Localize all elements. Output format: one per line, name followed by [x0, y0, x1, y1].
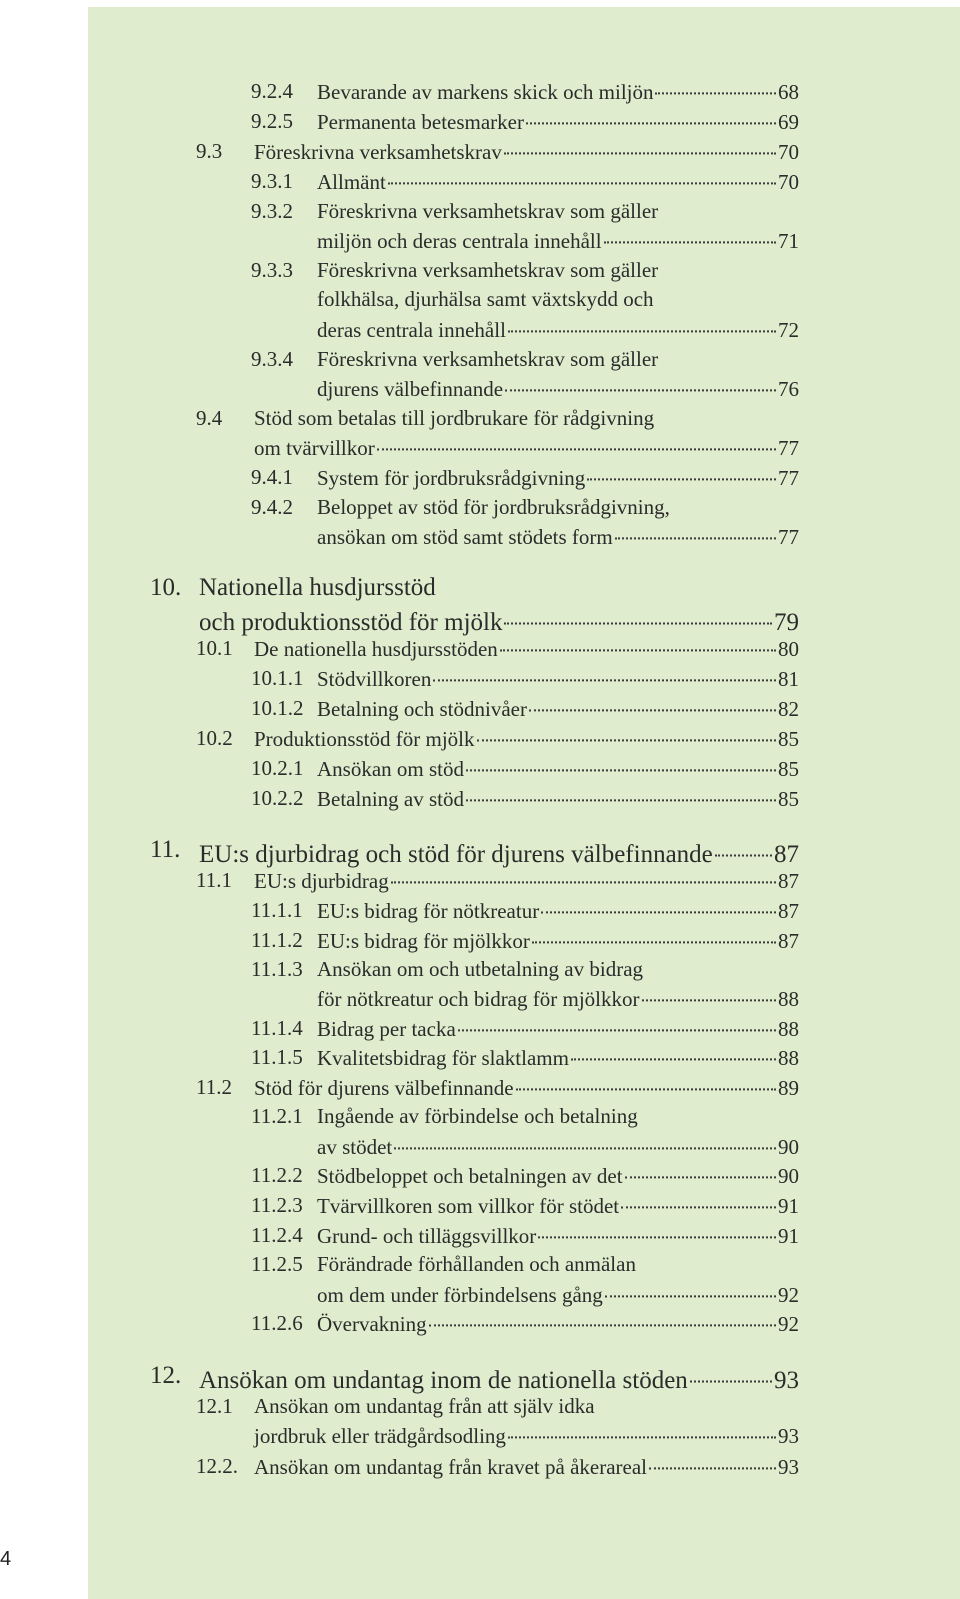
toc-entry-title: av stödet	[317, 1135, 393, 1159]
toc-entry-number: 9.4.2	[251, 495, 293, 519]
toc-entry-number: 11.1.2	[251, 928, 303, 952]
toc-entry-page: 70	[778, 170, 799, 194]
toc-entry[interactable]	[150, 1361, 799, 1394]
toc-entry-page: 76	[778, 377, 799, 401]
toc-entry-title: Föreskrivna verksamhetskrav	[254, 140, 502, 164]
toc-entry-number: 9.3.4	[251, 347, 293, 371]
toc-entry-number: 10.1.1	[251, 666, 304, 690]
toc-entry-page: 88	[778, 987, 799, 1011]
toc-entry-number: 9.3.3	[251, 258, 293, 282]
toc-entry-title: Ansökan om undantag från kravet på åkerareal	[254, 1455, 647, 1479]
toc-entry-title: jordbruk eller trädgårdsodling	[254, 1424, 506, 1448]
toc-entry-title: ansökan om stöd samt stödets form	[317, 525, 613, 549]
toc-entry-number: 9.3.2	[251, 199, 293, 223]
toc-entry-number: 12.	[150, 1362, 182, 1389]
toc-entry-number: 11.	[150, 836, 181, 863]
dot-leader	[377, 427, 776, 450]
toc-entry-title: Allmänt	[317, 170, 386, 194]
toc-entry[interactable]	[251, 783, 799, 813]
toc-entry-title: Kvalitetsbidrag för slaktlamm	[317, 1046, 569, 1070]
toc-entry[interactable]	[317, 225, 799, 255]
toc-entry-number: 11.2.1	[251, 1104, 303, 1128]
toc-entry[interactable]	[317, 521, 799, 551]
toc-entry-page: 87	[778, 929, 799, 953]
dot-leader	[604, 220, 776, 243]
toc-entry-title: Föreskrivna verksamhetskrav som gäller	[317, 347, 659, 371]
toc-entry-page: 77	[778, 525, 799, 549]
toc-entry-title: EU:s djurbidrag och stöd för djurens välbefinnande	[199, 841, 713, 868]
dot-leader	[504, 598, 772, 625]
toc-entry-title: System för jordbruksrådgivning	[317, 466, 586, 490]
toc-entry[interactable]	[251, 462, 799, 492]
toc-entry-title: Grund- och tilläggsvillkor	[317, 1224, 537, 1248]
toc-entry-title: Beloppet av stöd för jordbruksrådgivning,	[317, 495, 670, 519]
dot-leader	[690, 1356, 772, 1383]
toc-entry-number: 11.1.1	[251, 898, 303, 922]
toc-entry[interactable]	[196, 1451, 799, 1481]
toc-entry-page: 89	[778, 1076, 799, 1100]
toc-entry-page: 79	[774, 609, 799, 636]
toc-entry-page: 77	[778, 466, 799, 490]
dot-leader	[642, 978, 777, 1001]
toc-entry-page: 81	[778, 667, 799, 691]
dot-leader	[504, 131, 776, 154]
toc-entry-number: 10.	[150, 574, 182, 601]
toc-entry-title: om tvärvillkor	[254, 436, 375, 460]
toc-entry-title: EU:s bidrag för nötkreatur	[317, 899, 540, 923]
toc-entry-title: och produktionsstöd för mjölk	[199, 609, 503, 636]
dot-leader	[715, 830, 772, 857]
dot-leader	[500, 628, 776, 651]
toc-entry-page: 72	[778, 318, 799, 342]
dot-leader	[541, 890, 776, 913]
toc-entry-number: 11.1.3	[251, 957, 303, 981]
toc-entry-number: 11.2.2	[251, 1163, 303, 1187]
toc-entry-title: djurens välbefinnande	[317, 377, 504, 401]
toc-entry-title: deras centrala innehåll	[317, 318, 506, 342]
toc-entry-title: Ansökan om undantag inom de nationella stöden	[199, 1367, 688, 1394]
dot-leader	[429, 1303, 776, 1326]
dot-leader	[388, 161, 776, 184]
toc-entry-page: 87	[778, 899, 799, 923]
toc-entry-number: 11.1.4	[251, 1016, 303, 1040]
toc-entry-title: Produktionsstöd för mjölk	[254, 727, 475, 751]
toc-entry-title: miljön och deras centrala innehåll	[317, 229, 602, 253]
toc-entry-title: om dem under förbindelsens gång	[317, 1283, 603, 1307]
dot-leader	[526, 101, 776, 124]
toc-entry-title: Bidrag per tacka	[317, 1017, 456, 1041]
toc-entry-page: 87	[774, 841, 799, 868]
toc-entry-page: 88	[778, 1046, 799, 1070]
toc-entry-title: Betalning och stödnivåer	[317, 697, 527, 721]
toc-entry[interactable]	[251, 1308, 799, 1338]
toc-entry-page: 93	[774, 1367, 799, 1394]
dot-leader	[391, 860, 776, 883]
toc-entry-title: Föreskrivna verksamhetskrav som gäller	[317, 258, 659, 282]
toc-entry-title: Ansökan om och utbetalning av bidrag	[317, 957, 644, 981]
toc-entry-number: 10.1.2	[251, 696, 304, 720]
dot-leader	[655, 71, 776, 94]
toc-entry-page: 91	[778, 1194, 799, 1218]
dot-leader	[605, 1274, 776, 1297]
dot-leader	[394, 1126, 776, 1149]
dot-leader	[505, 368, 776, 391]
toc-entry-title: Övervakning	[317, 1312, 427, 1336]
dot-leader	[587, 457, 776, 480]
toc-entry-number: 10.1	[196, 636, 233, 660]
toc-entry-title: Betalning av stöd	[317, 787, 464, 811]
dot-leader	[477, 718, 776, 741]
toc-entry-number: 12.2.	[196, 1454, 238, 1478]
toc-entry-page: 92	[778, 1283, 799, 1307]
toc-entry-page: 68	[778, 80, 799, 104]
dot-leader	[516, 1067, 776, 1090]
toc-entry[interactable]	[251, 166, 799, 196]
toc-entry-title: Ingående av förbindelse och betalning	[317, 1104, 638, 1128]
toc-entry-title: Stöd som betalas till jordbrukare för rådgivning	[254, 406, 655, 430]
toc-entry-title: Permanenta betesmarker	[317, 110, 524, 134]
toc-entry-page: 88	[778, 1017, 799, 1041]
toc-entry-page: 90	[778, 1135, 799, 1159]
toc-entry-page: 69	[778, 110, 799, 134]
dot-leader	[433, 658, 776, 681]
toc-entry[interactable]	[196, 1072, 799, 1102]
toc-entry-number: 10.2	[196, 726, 233, 750]
toc-entry-page: 93	[778, 1455, 799, 1479]
toc-entry-number: 11.2.4	[251, 1223, 303, 1247]
toc-entry-number: 9.4	[196, 406, 223, 430]
toc-entry-number: 9.4.1	[251, 465, 293, 489]
dot-leader	[466, 748, 776, 771]
toc-entry[interactable]	[251, 1220, 799, 1250]
dot-leader	[649, 1446, 776, 1469]
dot-leader	[538, 1215, 776, 1238]
toc-entry-number: 11.2	[196, 1075, 232, 1099]
toc-entry-title: Tvärvillkoren som villkor för stödet	[317, 1194, 620, 1218]
toc-entry-page: 82	[778, 697, 799, 721]
toc-entry-title: Nationella husdjursstöd	[199, 574, 436, 601]
toc-entry-title: Förändrade förhållanden och anmälan	[317, 1252, 636, 1276]
toc-entry-page: 91	[778, 1224, 799, 1248]
toc-entry[interactable]	[317, 373, 799, 403]
toc-entry-page: 80	[778, 637, 799, 661]
dot-leader	[529, 688, 776, 711]
dot-leader	[508, 1415, 776, 1438]
toc-entry-title: Stödbeloppet och betalningen av det	[317, 1164, 623, 1188]
toc-entry-page: 70	[778, 140, 799, 164]
toc-entry-number: 10.2.2	[251, 786, 304, 810]
toc-entry-page: 93	[778, 1424, 799, 1448]
toc-entry-page: 85	[778, 757, 799, 781]
toc-entry-title: Stöd för djurens välbefinnande	[254, 1076, 514, 1100]
page-number: 4	[0, 1548, 12, 1570]
toc-entry-page: 90	[778, 1164, 799, 1188]
toc-entry-number: 11.2.6	[251, 1311, 303, 1335]
dot-leader	[508, 309, 776, 332]
toc-entry[interactable]	[251, 255, 799, 285]
toc-entry-title: för nötkreatur och bidrag för mjölkkor	[317, 987, 640, 1011]
dot-leader	[458, 1008, 776, 1031]
toc-entry-number: 12.1	[196, 1394, 233, 1418]
toc-entry-title: Stödvillkoren	[317, 667, 432, 691]
toc-entry-number: 11.1.5	[251, 1045, 303, 1069]
toc-entry[interactable]	[251, 925, 799, 955]
toc-entry-number: 9.2.4	[251, 79, 293, 103]
toc-entry-number: 10.2.1	[251, 756, 304, 780]
dot-leader	[621, 1185, 776, 1208]
dot-leader	[615, 516, 776, 539]
toc-entry-title: Ansökan om stöd	[317, 757, 464, 781]
toc-entry-title: Bevarande av markens skick och miljön	[317, 80, 654, 104]
toc-entry-title: Ansökan om undantag från att själv idka	[254, 1394, 595, 1418]
toc-entry-number: 9.2.5	[251, 109, 293, 133]
toc-entry-title: De nationella husdjursstöden	[254, 637, 498, 661]
toc-entry-page: 77	[778, 436, 799, 460]
toc-entry-title: Föreskrivna verksamhetskrav som gäller	[317, 199, 659, 223]
toc-entry-title: folkhälsa, djurhälsa samt växtskydd och	[317, 287, 654, 311]
toc-entry-page: 85	[778, 727, 799, 751]
toc-entry-number: 11.1	[196, 868, 232, 892]
toc-entry-number: 9.3.1	[251, 169, 293, 193]
toc-entry-number: 11.2.5	[251, 1252, 303, 1276]
toc-entry-page: 92	[778, 1312, 799, 1336]
toc-entry-title: EU:s djurbidrag	[254, 869, 389, 893]
toc-entry-title: EU:s bidrag för mjölkkor	[317, 929, 530, 953]
dot-leader	[571, 1037, 776, 1060]
dot-leader	[466, 778, 776, 801]
toc-entry-page: 71	[778, 229, 799, 253]
toc-entry-page: 87	[778, 869, 799, 893]
toc-entry[interactable]	[317, 314, 799, 344]
toc-entry-page: 85	[778, 787, 799, 811]
toc-entry-number: 9.3	[196, 139, 223, 163]
toc-entry-number: 11.2.3	[251, 1193, 303, 1217]
dot-leader	[625, 1155, 776, 1178]
dot-leader	[532, 920, 776, 943]
